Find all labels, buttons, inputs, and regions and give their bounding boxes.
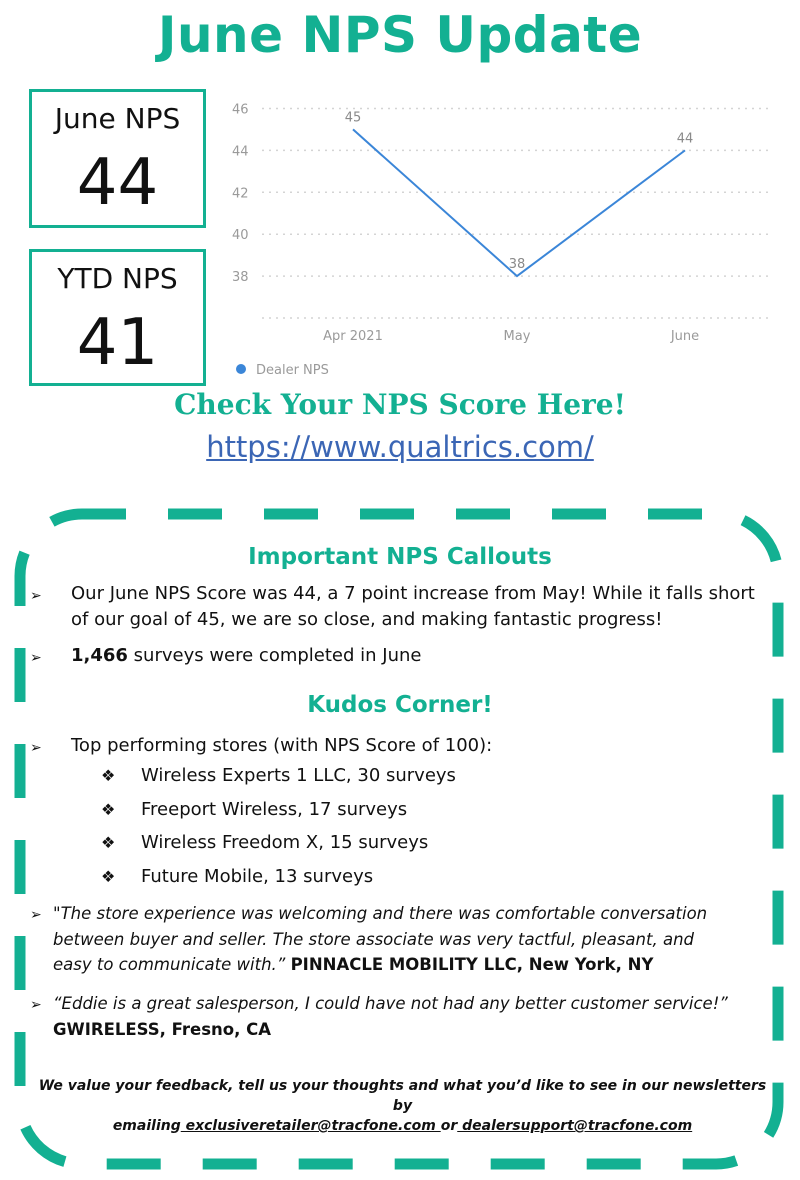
nps-line-chart: [222, 90, 770, 385]
ytd-nps-card: [29, 249, 206, 386]
store-item: Wireless Freedom X, 15 surveys: [141, 832, 429, 853]
survey-count-suffix: surveys were completed in June: [127, 645, 422, 666]
diamond-bullet-icon: ❖: [101, 768, 116, 785]
quote2-line1: “Eddie is a great salesperson, I could have not had any better customer service!”: [53, 994, 728, 1013]
data-label: 44: [676, 131, 694, 147]
data-label: 38: [508, 257, 526, 273]
diamond-bullet-icon: ❖: [101, 869, 116, 886]
diamond-bullet-icon: ❖: [101, 802, 116, 819]
arrow-bullet-icon: ➢: [30, 649, 42, 665]
quote1-line1: "The store experience was welcoming and there was comfortable conversation: [53, 904, 708, 923]
y-tick-label: 42: [232, 186, 249, 202]
customer-quote-2: [53, 991, 773, 1042]
footer-emailing: emailing: [112, 1118, 181, 1134]
survey-count: 1,466: [71, 645, 128, 666]
quote1-line2: between buyer and seller. The store associate was very tactful, pleasant, and: [53, 929, 694, 949]
june-nps-value: 44: [76, 146, 159, 220]
check-score-heading: Check Your NPS Score Here!: [174, 388, 626, 421]
kudos-heading: Kudos Corner!: [307, 692, 493, 718]
quote2-attribution: GWIRELESS, Fresno, CA: [53, 1019, 272, 1039]
footer-line2: [30, 1116, 775, 1136]
legend-marker: [236, 364, 246, 374]
page-title: June NPS Update: [157, 6, 643, 64]
footer-line1: We value your feedback, tell us your thoughts and what you’d like to see in our newsletters by: [38, 1078, 767, 1114]
diamond-bullet-icon: ❖: [101, 835, 116, 852]
x-tick-label: May: [503, 329, 531, 344]
callout-surveys-text: [71, 643, 421, 669]
footer-or: or: [440, 1118, 458, 1134]
callouts-panel: [0, 500, 800, 1180]
top-stores-intro: Top performing stores (with NPS Score of 100):: [71, 735, 493, 756]
store-item: Wireless Experts 1 LLC, 30 surveys: [141, 765, 456, 786]
email-link-dealersupport[interactable]: dealersupport@tracfone.com: [457, 1118, 693, 1134]
y-tick-label: 44: [232, 144, 249, 160]
quote1-attribution: PINNACLE MOBILITY LLC, New York, NY: [290, 955, 654, 974]
feedback-footer: [30, 1076, 775, 1136]
qualtrics-link[interactable]: https://www.qualtrics.com/: [206, 430, 594, 464]
email-link-exclusive[interactable]: exclusiveretailer@tracfone.com: [180, 1118, 441, 1134]
callout-score-line1: Our June NPS Score was 44, a 7 point increase from May! While it falls short: [71, 583, 755, 604]
arrow-bullet-icon: ➢: [30, 996, 42, 1012]
legend-label: Dealer NPS: [256, 363, 329, 378]
store-item: Future Mobile, 13 surveys: [141, 866, 374, 887]
arrow-bullet-icon: ➢: [30, 587, 42, 603]
y-tick-label: 46: [232, 102, 249, 118]
quote1-line3: easy to communicate with.”: [53, 955, 291, 974]
y-tick-label: 40: [232, 228, 249, 244]
y-tick-label: 38: [232, 270, 249, 286]
x-tick-label: Apr 2021: [323, 329, 383, 344]
arrow-bullet-icon: ➢: [30, 906, 42, 922]
june-nps-label: June NPS: [54, 102, 181, 135]
callout-score-line2: of our goal of 45, we are so close, and making fantastic progress!: [71, 609, 663, 630]
arrow-bullet-icon: ➢: [30, 739, 42, 755]
series-line: [353, 129, 685, 276]
customer-quote-1: [53, 901, 773, 978]
ytd-nps-label: YTD NPS: [57, 262, 178, 295]
ytd-nps-value: 41: [76, 306, 159, 380]
june-nps-card: [29, 89, 206, 228]
store-item: Freeport Wireless, 17 surveys: [141, 799, 408, 820]
callouts-heading: Important NPS Callouts: [248, 544, 552, 570]
callout-score-text: [71, 581, 755, 633]
x-tick-label: June: [670, 329, 700, 344]
data-label: 45: [344, 110, 362, 126]
